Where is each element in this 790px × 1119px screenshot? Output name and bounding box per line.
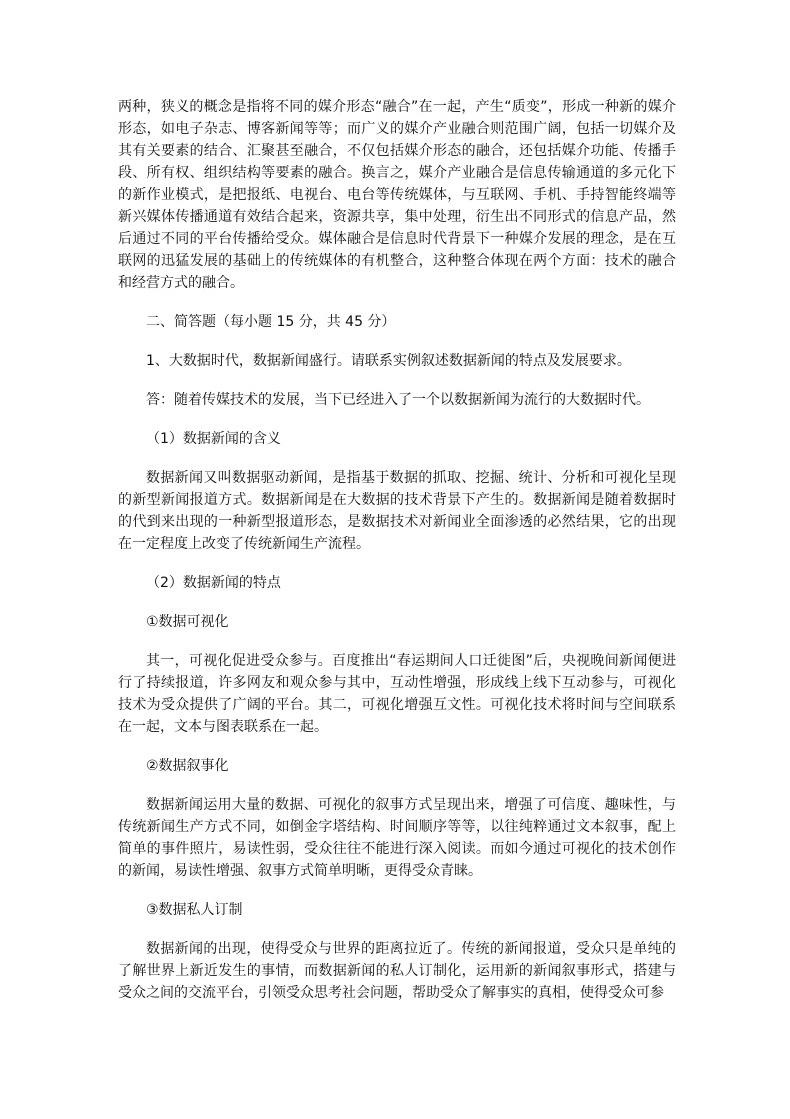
feature-2-heading: ②数据叙事化 <box>146 758 229 774</box>
section-heading-short-answer: 二、简答题（每小题 15 分，共 45 分） <box>146 314 396 330</box>
feature-1-body: 其一，可视化促进受众参与。百度推出“春运期间人口迁徙图”后，央视晚间新闻便进行了持续报道，许多网友和观众参与其中，互动性增强，形成线上线下互动参与，可视化技术为受众提供了广阔的平台。其二，可视化增强互文性。可视化技术将时间与空间联系在一起，文本与图表联系在一起。 <box>118 653 676 735</box>
paragraph-meaning: 数据新闻又叫数据驱动新闻，是指基于数据的抓取、挖掘、统计、分析和可视化呈现的新型新闻报道方式。数据新闻是在大数据的技术背景下产生的。数据新闻是随着数据时的代到来出现的一种新型报道形态，是数据技术对新闻业全面渗透的必然结果，它的出现在一定程度上改变了传统新闻生产流程。 <box>118 470 676 552</box>
feature-3-heading: ③数据私人订制 <box>146 902 243 918</box>
paragraph-media-convergence: 两种，狭义的概念是指将不同的媒介形态“融合”在一起，产生“质变”，形成一种新的媒介形态，如电子杂志、博客新闻等等；而广义的媒介产业融合则范围广阔，包括一切媒介及其有关要素的结合、汇聚甚至融合，不仅包括媒介形态的融合，还包括媒介功能、传播手段、所有权、组织结构等要素的融合。换言之，媒介产业融合是信息传输通道的多元化下的新作业模式，是把报纸、电视台、电台等传统媒体，与互联网、手机、手持智能终端等新兴媒体传播通道有效结合起来，资源共享，集中处理，衍生出不同形式的信息产品，然后通过不同的平台传播给受众。媒体融合是信息时代背景下一种媒介发展的理念，是在互联网的迅猛发展的基础上的传统媒体的有机整合，这种整合体现在两个方面：技术的融合和经营方式的融合。 <box>118 99 676 291</box>
document-page <box>118 96 676 1004</box>
subheading-meaning: （1）数据新闻的含义 <box>146 431 281 447</box>
subheading-features: （2）数据新闻的特点 <box>146 575 281 591</box>
feature-1-heading: ①数据可视化 <box>146 614 229 630</box>
feature-3-body: 数据新闻的出现，使得受众与世界的距离拉近了。传统的新闻报道，受众只是单纯的了解世界上新近发生的事情，而数据新闻的私人订制化，运用新的新闻叙事形式，搭建与受众之间的交流平台，引领受众思考社会问题，帮助受众了解事实的真相，使得受众可参 <box>118 941 676 1001</box>
question-1: 1、大数据时代，数据新闻盛行。请联系实例叙述数据新闻的特点及发展要求。 <box>146 353 631 369</box>
answer-intro: 答：随着传媒技术的发展，当下已经进入了一个以数据新闻为流行的大数据时代。 <box>146 392 650 408</box>
feature-2-body: 数据新闻运用大量的数据、可视化的叙事方式呈现出来，增强了可信度、趣味性，与传统新闻生产方式不同，如倒金字塔结构、时间顺序等等，以往纯粹通过文本叙事，配上简单的事件照片，易读性弱，受众往往不能进行深入阅读。而如今通过可视化的技术创作的新闻，易读性增强、叙事方式简单明晰，更得受众青睐。 <box>118 797 676 879</box>
